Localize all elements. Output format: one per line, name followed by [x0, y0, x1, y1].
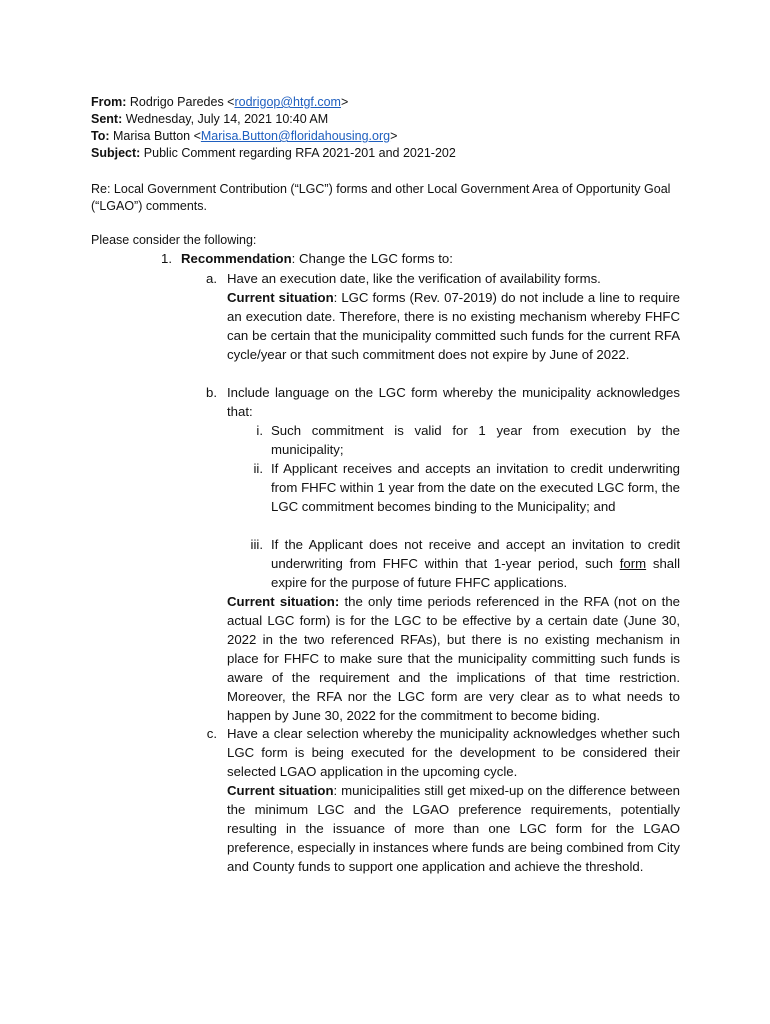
- item-b-iii-underlined: form: [619, 556, 647, 571]
- subject-value: Public Comment regarding RFA 2021-201 and 2021-202: [143, 146, 456, 160]
- item-b-ii-marker: ii.: [253, 461, 263, 476]
- re-paragraph: Re: Local Government Contribution (“LGC”) forms and other Local Government Area of Opportunity Goal (“LGAO”) comments.: [91, 182, 671, 213]
- item-b-iii-marker: iii.: [250, 537, 263, 552]
- item-c-marker: c.: [206, 726, 217, 741]
- item-c-text: Have a clear selection whereby the municipality acknowledges whether such LGC form is being executed for the development to be considered their selected LGAO application in the upcoming cycle.: [227, 726, 680, 779]
- item-b-marker: b.: [206, 385, 217, 400]
- to-label: To:: [91, 129, 110, 143]
- item-b-iii-before: If the Applicant does not receive and accept an invitation to credit underwriting from FHFC within that 1-year period, such: [271, 537, 680, 571]
- item-b-situation: [227, 592, 680, 725]
- sent-line: [91, 111, 328, 128]
- item-a-text: Have an execution date, like the verification of availability forms.: [227, 271, 601, 286]
- recommendation-text: : Change the LGC forms to:: [291, 251, 453, 266]
- item-b-text: Include language on the LGC form whereby the municipality acknowledges that:: [227, 385, 680, 419]
- from-label: From:: [91, 95, 127, 109]
- to-line: [91, 128, 397, 145]
- item-c-situation-label: Current situation: [227, 783, 334, 798]
- from-line: [91, 94, 348, 111]
- item-c-situation: [227, 781, 680, 876]
- to-name: Marisa Button <: [113, 129, 201, 143]
- sent-value: Wednesday, July 14, 2021 10:40 AM: [125, 112, 329, 126]
- to-email-link[interactable]: Marisa.Button@floridahousing.org: [200, 129, 391, 143]
- item-a-situation-label: Current situation: [227, 290, 334, 305]
- item-b-situation-label: Current situation:: [227, 594, 340, 609]
- item-a-situation-text: : LGC forms (Rev. 07-2019) do not include a line to require an execution date. Therefore, there is no existing mechanism whereby FHFC can be certain that the municipality committed such funds for the current RFA cycle/year or that such commitment does not expire by June of 2022.: [227, 290, 680, 362]
- intro-text: Please consider the following:: [91, 233, 257, 247]
- from-close: >: [340, 95, 349, 109]
- subject-line: [91, 145, 456, 162]
- item-c-situation-text: : municipalities still get mixed-up on the difference between the minimum LGC and the LGAO preference requirements, potentially resulting in the issuance of more than one LGC form for the LGAO preference, especially in instances where funds are being combined from City and County funds to support one application and achieve the threshold.: [227, 783, 681, 874]
- from-email-link[interactable]: rodrigop@htgf.com: [234, 95, 341, 109]
- item-b-situation-text: the only time periods referenced in the RFA (not on the actual LGC form) is for the LGC to be effective by a certain date (June 30, 2022 in the two referenced RFAs), but there is no existing mechanism in place for FHFC to make sure that the municipality committing such funds is aware of the requirement and the implications of that time restriction. Moreover, the RFA nor the LGC form are very clear as to what needs to happen by June 30, 2022 for the commitment to become biding.: [227, 594, 680, 723]
- item-a-situation: [227, 288, 680, 364]
- item-b-i-text: Such commitment is valid for 1 year from execution by the municipality;: [271, 423, 680, 457]
- item-1-marker: 1.: [161, 251, 172, 266]
- sent-label: Sent:: [91, 112, 123, 126]
- to-close: >: [390, 129, 398, 143]
- item-b-iii-after: shall expire for the purpose of future FHFC applications.: [271, 556, 680, 590]
- item-a-marker: a.: [206, 271, 217, 286]
- subject-label: Subject:: [91, 146, 141, 160]
- item-b-i-marker: i.: [256, 423, 263, 438]
- item-b-ii-text: If Applicant receives and accepts an invitation to credit underwriting from FHFC within 1 year from the date on the executed LGC form, the LGC commitment becomes binding to the Municipality; and: [271, 461, 680, 514]
- item-1-text: [181, 249, 681, 268]
- recommendation-label: Recommendation: [181, 251, 292, 266]
- item-b-iii-text: [271, 535, 680, 592]
- from-name: Rodrigo Paredes <: [129, 95, 235, 109]
